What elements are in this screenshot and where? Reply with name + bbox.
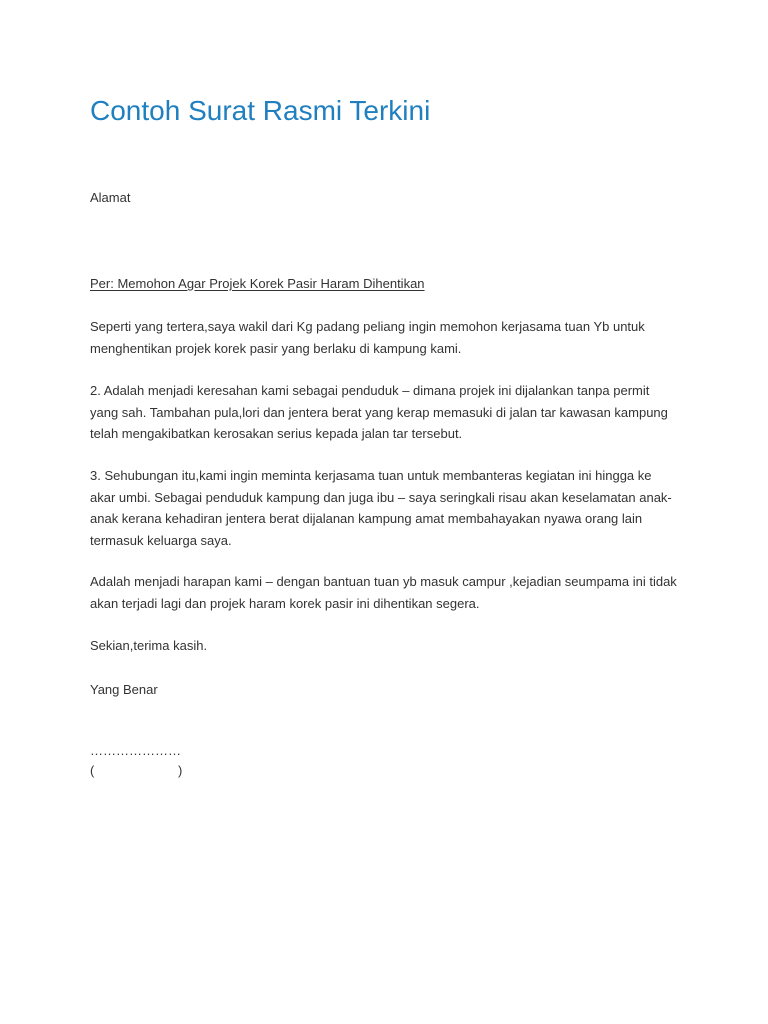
closing-line: Sekian,terima kasih. [90, 638, 208, 653]
paragraph-1: Seperti yang tertera,saya wakil dari Kg padang peliang ingin memohon kerjasama tuan Yb untuk menghentikan projek korek pasir yang berlaku di kampung kami. [90, 319, 645, 356]
signature-name-placeholder [90, 760, 190, 781]
name-open-paren: ( [90, 763, 95, 778]
paragraph-3: 3. Sehubungan itu,kami ingin meminta kerjasama tuan untuk membanteras kegiatan ini hingga ke akar umbi. Sebagai penduduk kampung dan juga ibu – saya seringkali risau akan keselamatan anak-anak kerana kehadiran jentera berat dijalanan kampung amat membahayakan nyawa orang lain termasuk keluarga saya. [90, 468, 672, 548]
document-title: Contoh Surat Rasmi Terkini [90, 95, 431, 126]
subject-line: Per: Memohon Agar Projek Korek Pasir Haram Dihentikan [90, 276, 425, 291]
signoff-line: Yang Benar [90, 682, 158, 697]
address-label: Alamat [90, 190, 131, 205]
paragraph-2: 2. Adalah menjadi keresahan kami sebagai penduduk – dimana projek ini dijalankan tanpa permit yang sah. Tambahan pula,lori dan jentera berat yang kerap memasuki di jalan tar kawasan kampung telah mengakibatkan kerosakan serius kepada jalan tar tersebut. [90, 383, 668, 441]
name-close-paren: ) [178, 763, 183, 778]
signature-dotted-line: ………………… [90, 743, 181, 758]
paragraph-4: Adalah menjadi harapan kami – dengan bantuan tuan yb masuk campur ,kejadian seumpama ini tidak akan terjadi lagi dan projek haram korek pasir ini dihentikan segera. [90, 574, 677, 611]
